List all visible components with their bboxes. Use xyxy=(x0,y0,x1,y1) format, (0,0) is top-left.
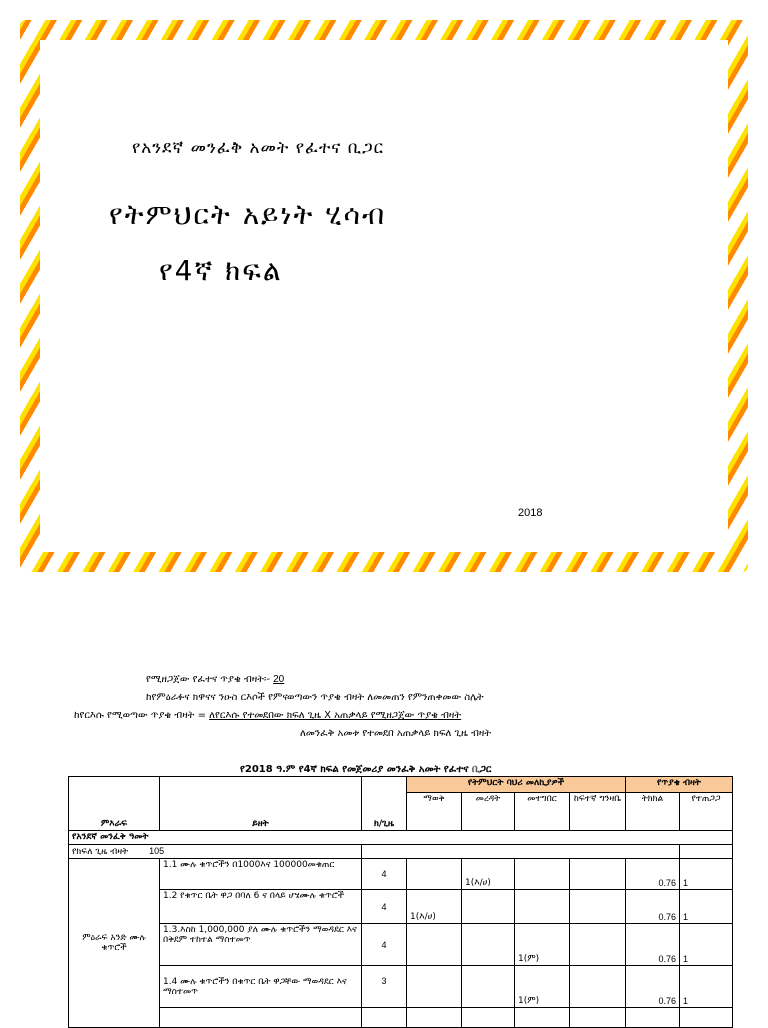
col-exact: ትክክል xyxy=(626,793,680,831)
exact-cell: 0.76 xyxy=(626,924,680,966)
col-chapter: ምእራፍ xyxy=(69,777,160,831)
understanding-cell xyxy=(462,966,515,1008)
applying-cell: 1(ም) xyxy=(515,924,570,966)
applying-cell: 1(ም) xyxy=(515,966,570,1008)
formula-denominator: ለመንፈቅ አመቱ የተመደበ አጠቃላይ ክፍለ ጊዜ ብዛት xyxy=(300,728,492,739)
col-content: ይዘት xyxy=(160,777,362,831)
periods-cell: 4 xyxy=(362,859,407,890)
higher-order-cell xyxy=(570,924,626,966)
grade-title: የ4ኛ ክፍል xyxy=(159,254,283,287)
periods-cell xyxy=(362,1008,407,1028)
adjusted-cell: 1 xyxy=(680,890,733,924)
exact-cell: 0.76 xyxy=(626,890,680,924)
adjusted-cell: 1 xyxy=(680,924,733,966)
total-questions-label: የሚዘጋጀው የፈተና ጥያቄ ብዛት፡- xyxy=(146,674,270,685)
content-cell: 1.3.እስከ 1,000,000 ያለ ሙሉ ቁጥሮችን ማወዳደር እና በቅደም ተከተል ማስተመጥ xyxy=(160,924,362,966)
understanding-cell xyxy=(462,890,515,924)
content-cell xyxy=(160,1008,362,1028)
board-name: የአንደኛ መንፈቅ አመት የፈተና ቢጋር xyxy=(132,138,384,158)
knowing-cell xyxy=(407,966,462,1008)
periods-cell: 3 xyxy=(362,966,407,1008)
adjusted-cell: 1 xyxy=(680,859,733,890)
subject-title: የትምህርት አይነት ሂሳብ xyxy=(109,198,387,231)
higher-order-cell xyxy=(570,890,626,924)
knowing-cell xyxy=(407,859,462,890)
cover-content xyxy=(40,40,728,552)
col-periods: ክ/ጊዜ xyxy=(362,777,407,831)
applying-cell xyxy=(515,859,570,890)
content-cell: 1.2 የቁጥር ቤት ዋጋ በባለ 6 ና በላይ ሆሄሙሉ ቁጥሮች xyxy=(160,890,362,924)
col-understanding: መረዳት xyxy=(462,793,515,831)
exact-cell: 0.76 xyxy=(626,859,680,890)
col-higher-order: ከፍተኛ ግንዛቤ xyxy=(570,793,626,831)
table-row xyxy=(69,924,733,966)
applying-cell xyxy=(515,1008,570,1028)
col-adjusted: የተጠጋጋ xyxy=(680,793,733,831)
empty-cell xyxy=(362,845,680,859)
total-questions-value: 20 xyxy=(273,674,285,685)
higher-order-cell xyxy=(570,859,626,890)
adjusted-cell: 1 xyxy=(680,966,733,1008)
exact-cell: 0.76 xyxy=(626,966,680,1008)
cover-year: 2018 xyxy=(518,507,543,519)
period-count-value: 105 xyxy=(149,846,165,856)
total-questions-line xyxy=(146,674,284,685)
higher-order-cell xyxy=(570,1008,626,1028)
applying-cell xyxy=(515,890,570,924)
cover-frame xyxy=(20,20,748,572)
periods-cell: 4 xyxy=(362,890,407,924)
formula-line xyxy=(74,710,461,721)
understanding-cell xyxy=(462,1008,515,1028)
chapter-name: ምዕራፍ አንድ ሙሉ ቁጥሮች xyxy=(69,859,160,1028)
formula-lhs: ከየርእሱ የሚወጣው ጥያቄ ብዛት = xyxy=(74,710,206,721)
col-knowing: ማወቅ xyxy=(407,793,462,831)
formula-numerator: ለየርእሱ የተመደበው ክፍለ ጊዜ X አጠቃላይ የሚዘጋጀው ጥያቄ ብዛት xyxy=(209,710,462,721)
knowing-cell: 1(እ/ሀ) xyxy=(407,890,462,924)
table-row xyxy=(69,859,733,890)
adjusted-cell xyxy=(680,1008,733,1028)
knowing-cell xyxy=(407,924,462,966)
group-competencies: የትምህርት ባህሪ መለኪያዎች xyxy=(407,777,626,793)
group-question-count: የጥያቄ ብዛት xyxy=(626,777,733,793)
col-applying: መተግበር xyxy=(515,793,570,831)
content-cell: 1.4 ሙሉ ቁጥሮችን በቁጥር ቤት ዋጋቸው ማወዳደር እና ማስተመጥ xyxy=(160,966,362,1008)
table-row xyxy=(69,890,733,924)
period-count-row xyxy=(69,845,733,859)
table-row xyxy=(69,966,733,1008)
period-count-cell xyxy=(69,845,362,859)
periods-cell: 4 xyxy=(362,924,407,966)
table-row xyxy=(69,1008,733,1028)
exact-cell xyxy=(626,1008,680,1028)
blueprint-table xyxy=(68,776,733,1028)
empty-cell xyxy=(680,845,733,859)
higher-order-cell xyxy=(570,966,626,1008)
formula-intro: ከየምዕራፉና ክዋናና ንዑስ ርእሶች የምናወጣውን ጥያቄ ብዛት ለመመጠን የምንጠቀመው ስሌት xyxy=(146,692,484,703)
semester-row: የአንደኛ መንፈቅ ዓመት xyxy=(69,831,733,845)
table-title: የ2018 ዓ.ም የ4ኛ ክፍል የመጀመሪያ መንፈቅ አመት የፈተና ቢጋር xyxy=(240,764,492,775)
content-cell: 1.1 ሙሉ ቁጥሮችን በ1000እና 100000መቁጠር xyxy=(160,859,362,890)
knowing-cell xyxy=(407,1008,462,1028)
period-count-label: የክፍለ ጊዜ ብዛት xyxy=(72,847,129,857)
understanding-cell xyxy=(462,924,515,966)
understanding-cell: 1(እ/ሀ) xyxy=(462,859,515,890)
